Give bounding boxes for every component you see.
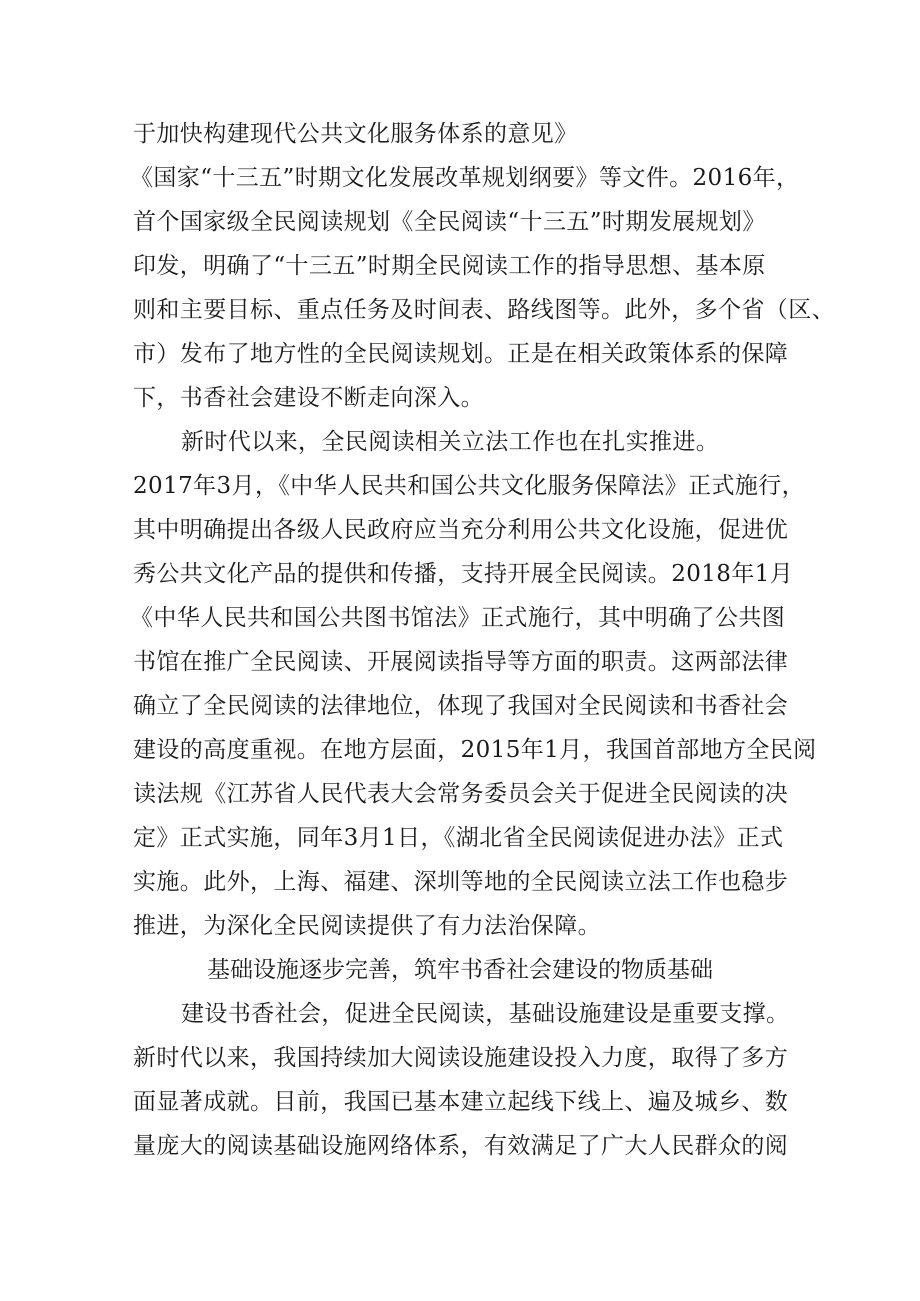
text-line: 量庞大的阅读基础设施网络体系，有效满足了广大人民群众的阅 — [133, 1133, 789, 1159]
text-line: 首个国家级全民阅读规划《全民阅读“十三五”时期发展规划》 — [133, 209, 766, 235]
text-line: 于加快构建现代公共文化服务体系的意见》 — [133, 121, 578, 147]
text-line: 新时代以来，我国持续加大阅读设施建设投入力度，取得了多方 — [133, 1045, 789, 1071]
text-line: 建设的高度重视。在地方层面，2015年1月，我国首部地方全民阅 — [133, 737, 817, 763]
text-line: 《中华人民共和国公共图书馆法》正式施行，其中明确了公共图 — [130, 605, 786, 631]
text-line: 定》正式实施，同年3月1日，《湖北省全民阅读促进办法》正式 — [133, 825, 784, 851]
text-line: 秀公共文化产品的提供和传播，支持开展全民阅读。2018年1月 — [133, 561, 794, 587]
text-line: 下，书香社会建设不断走向深入。 — [133, 385, 484, 411]
text-line: 其中明确提出各级人民政府应当充分利用公共文化设施，促进优 — [133, 517, 789, 543]
paragraph-start-line: 建设书香社会，促进全民阅读，基础设施建设是重要支撑。 — [181, 1001, 790, 1027]
text-line: 读法规《江苏省人民代表大会常务委员会关于促进全民阅读的决 — [133, 781, 789, 807]
text-line: 则和主要目标、重点任务及时间表、路线图等。此外，多个省（区、 — [133, 297, 835, 323]
text-line: 《国家“十三五”时期文化发展改革规划纲要》等文件。2016年， — [130, 165, 800, 191]
text-line: 实施。此外，上海、福建、深圳等地的全民阅读立法工作也稳步 — [133, 869, 789, 895]
text-line: 面显著成就。目前，我国已基本建立起线下线上、遍及城乡、数 — [133, 1089, 789, 1115]
text-line: 市）发布了地方性的全民阅读规划。正是在相关政策体系的保障 — [133, 341, 789, 367]
text-line: 确立了全民阅读的法律地位，体现了我国对全民阅读和书香社会 — [133, 693, 789, 719]
text-line: 推进，为深化全民阅读提供了有力法治保障。 — [133, 913, 601, 939]
text-line: 2017年3月，《中华人民共和国公共文化服务保障法》正式施行， — [133, 473, 806, 499]
text-line: 印发，明确了“十三五”时期全民阅读工作的指导思想、基本原 — [133, 253, 766, 279]
text-line: 书馆在推广全民阅读、开展阅读指导等方面的职责。这两部法律 — [133, 649, 789, 675]
section-heading: 基础设施逐步完善，筑牢书香社会建设的物质基础 — [207, 957, 713, 983]
paragraph-start-line: 新时代以来，全民阅读相关立法工作也在扎实推进。 — [181, 429, 720, 455]
